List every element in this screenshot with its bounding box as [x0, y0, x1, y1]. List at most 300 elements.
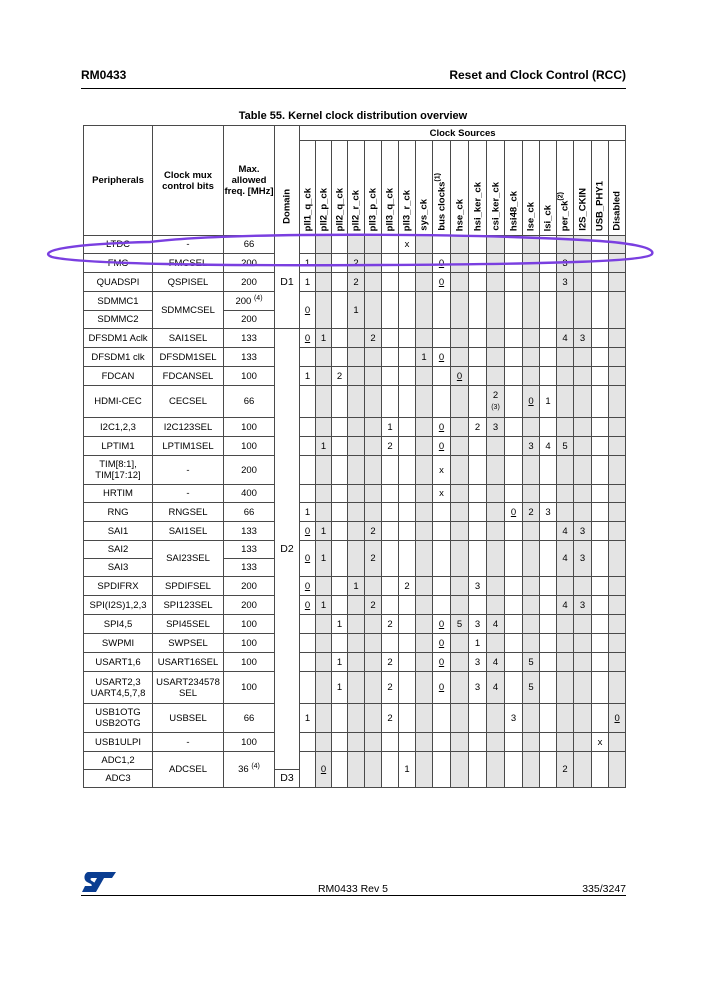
doc-id: RM0433	[81, 68, 127, 82]
cell-source-value	[487, 254, 505, 273]
table-caption: Table 55. Kernel clock distribution overview	[238, 110, 468, 122]
cell-peripheral: SPDIFRX	[84, 577, 153, 596]
cell-source-value	[316, 348, 332, 367]
cell-mux-bits: FDCANSEL	[153, 367, 224, 386]
table-row	[84, 522, 626, 541]
cell-source-value	[451, 577, 469, 596]
cell-source-value	[300, 733, 316, 752]
cell-source-value	[592, 367, 609, 386]
cell-source-value	[523, 348, 540, 367]
cell-max-freq: 200 $^{(4)}$	[224, 292, 275, 311]
cell-source-value	[609, 653, 626, 672]
cell-mux-bits: FMCSEL	[153, 254, 224, 273]
cell-source-value	[505, 236, 523, 254]
cell-source-value	[399, 522, 416, 541]
cell-source-value	[300, 437, 316, 456]
table-row	[84, 292, 626, 311]
cell-source-value	[505, 733, 523, 752]
cell-source-value	[382, 273, 399, 292]
cell-source-value	[523, 577, 540, 596]
source-header-i2s-ckin: I2S_CKIN	[574, 141, 592, 236]
cell-source-value: 0	[609, 704, 626, 733]
cell-source-value: 1	[300, 367, 316, 386]
cell-source-value	[505, 541, 523, 577]
cell-source-value	[540, 367, 557, 386]
cell-source-value	[592, 273, 609, 292]
col-header-max-freq: Max. allowed freq. [MHz]	[224, 126, 275, 236]
cell-source-value	[469, 386, 487, 418]
cell-mux-bits: QSPISEL	[153, 273, 224, 292]
cell-peripheral: SDMMC1	[84, 292, 153, 311]
cell-source-value	[609, 236, 626, 254]
cell-mux-bits: -	[153, 236, 224, 254]
cell-peripheral: FMC	[84, 254, 153, 273]
cell-source-value	[399, 367, 416, 386]
cell-source-value	[592, 386, 609, 418]
cell-source-value	[487, 236, 505, 254]
cell-source-value: 1	[348, 577, 365, 596]
cell-source-value: 0	[316, 752, 332, 788]
cell-source-value	[433, 704, 451, 733]
cell-source-value: 1	[382, 418, 399, 437]
cell-mux-bits: USART234578 SEL	[153, 672, 224, 704]
cell-source-value	[609, 254, 626, 273]
cell-source-value	[399, 634, 416, 653]
cell-source-value	[382, 329, 399, 348]
cell-source-value	[592, 752, 609, 788]
cell-source-value	[487, 577, 505, 596]
cell-source-value	[365, 752, 382, 788]
cell-source-value	[332, 596, 348, 615]
cell-peripheral: LTDC	[84, 236, 153, 254]
cell-source-value	[316, 485, 332, 503]
cell-source-value	[592, 704, 609, 733]
cell-source-value: 0	[300, 541, 316, 577]
cell-source-value	[574, 292, 592, 329]
cell-source-value: 4	[557, 522, 574, 541]
source-header-lsi-ck: lsi_ck	[540, 141, 557, 236]
cell-source-value	[574, 273, 592, 292]
cell-source-value	[382, 386, 399, 418]
cell-max-freq: 66	[224, 503, 275, 522]
footer-rule	[81, 895, 626, 896]
cell-source-value	[540, 485, 557, 503]
cell-source-value	[416, 236, 433, 254]
cell-source-value: 3	[469, 672, 487, 704]
cell-max-freq: 66	[224, 236, 275, 254]
cell-source-value	[540, 653, 557, 672]
table-row	[84, 254, 626, 273]
cell-source-value	[332, 733, 348, 752]
cell-mux-bits: SPI45SEL	[153, 615, 224, 634]
cell-source-value	[332, 634, 348, 653]
cell-source-value	[365, 733, 382, 752]
cell-source-value	[592, 485, 609, 503]
cell-source-value: 3	[540, 503, 557, 522]
cell-source-value	[332, 236, 348, 254]
cell-source-value	[433, 503, 451, 522]
cell-source-value	[316, 634, 332, 653]
cell-source-value	[316, 367, 332, 386]
cell-source-value: 1	[332, 672, 348, 704]
cell-source-value	[469, 437, 487, 456]
cell-source-value	[365, 456, 382, 485]
table-row	[84, 273, 626, 292]
cell-source-value: 2 (3)	[487, 386, 505, 418]
cell-source-value	[609, 672, 626, 704]
cell-max-freq: 100	[224, 733, 275, 752]
cell-source-value: 3	[574, 596, 592, 615]
source-header-hse-ck: hse_ck	[451, 141, 469, 236]
cell-source-value	[592, 254, 609, 273]
section-title: Reset and Clock Control (RCC)	[449, 68, 626, 82]
cell-source-value	[592, 634, 609, 653]
cell-source-value	[416, 541, 433, 577]
cell-source-value	[451, 485, 469, 503]
cell-source-value	[332, 254, 348, 273]
cell-source-value	[505, 456, 523, 485]
cell-source-value	[505, 522, 523, 541]
table-row	[84, 615, 626, 634]
cell-source-value	[300, 615, 316, 634]
cell-source-value	[332, 456, 348, 485]
cell-source-value	[487, 456, 505, 485]
cell-peripheral: SAI2	[84, 541, 153, 559]
cell-source-value	[399, 292, 416, 329]
cell-peripheral: SDMMC2	[84, 311, 153, 329]
cell-source-value	[365, 437, 382, 456]
table-row	[84, 329, 626, 348]
cell-source-value	[451, 437, 469, 456]
cell-source-value	[348, 752, 365, 788]
cell-source-value	[540, 704, 557, 733]
cell-source-value	[332, 541, 348, 577]
cell-source-value	[505, 615, 523, 634]
cell-source-value	[416, 367, 433, 386]
cell-peripheral: FDCAN	[84, 367, 153, 386]
cell-mux-bits: -	[153, 485, 224, 503]
cell-source-value	[365, 503, 382, 522]
cell-source-value	[487, 704, 505, 733]
source-header-pll2-q-ck: pll2_q_ck	[332, 141, 348, 236]
cell-source-value: 2	[382, 704, 399, 733]
cell-peripheral: SAI1	[84, 522, 153, 541]
source-header-per-ck: $per\_ck^{(2)}$	[557, 141, 574, 236]
cell-source-value	[348, 329, 365, 348]
cell-source-value	[365, 653, 382, 672]
table-row	[84, 456, 626, 485]
cell-max-freq: 36 $^{(4)}$	[224, 752, 275, 788]
cell-source-value	[540, 522, 557, 541]
cell-source-value	[416, 418, 433, 437]
cell-source-value	[574, 386, 592, 418]
cell-source-value	[505, 418, 523, 437]
cell-source-value: 1	[300, 503, 316, 522]
cell-source-value	[316, 418, 332, 437]
cell-source-value	[505, 577, 523, 596]
cell-source-value	[609, 733, 626, 752]
cell-source-value	[416, 437, 433, 456]
cell-source-value: 1	[300, 254, 316, 273]
cell-source-value	[523, 733, 540, 752]
cell-source-value	[592, 541, 609, 577]
cell-source-value	[523, 615, 540, 634]
cell-source-value	[609, 329, 626, 348]
cell-source-value	[523, 596, 540, 615]
cell-source-value	[416, 386, 433, 418]
cell-source-value	[433, 577, 451, 596]
cell-mux-bits: ADCSEL	[153, 752, 224, 788]
cell-source-value	[332, 522, 348, 541]
cell-source-value	[399, 704, 416, 733]
cell-source-value: 1	[316, 596, 332, 615]
cell-source-value: 0	[433, 634, 451, 653]
table-row	[84, 634, 626, 653]
cell-source-value	[557, 456, 574, 485]
cell-peripheral: USB1ULPI	[84, 733, 153, 752]
cell-source-value	[487, 634, 505, 653]
cell-source-value: 0	[300, 292, 316, 329]
cell-source-value	[505, 348, 523, 367]
table-row	[84, 418, 626, 437]
cell-source-value	[609, 386, 626, 418]
cell-max-freq: 100	[224, 615, 275, 634]
cell-source-value	[469, 348, 487, 367]
cell-source-value	[557, 348, 574, 367]
cell-source-value: 0	[433, 672, 451, 704]
cell-source-value: 0	[505, 503, 523, 522]
cell-source-value	[487, 522, 505, 541]
cell-source-value	[469, 522, 487, 541]
header-rule	[81, 88, 626, 89]
cell-source-value: 5	[451, 615, 469, 634]
table-row	[84, 752, 626, 770]
cell-source-value	[451, 672, 469, 704]
cell-peripheral: HDMI-CEC	[84, 386, 153, 418]
table-row	[84, 437, 626, 456]
cell-source-value	[487, 292, 505, 329]
cell-peripheral: USART2,3 UART4,5,7,8	[84, 672, 153, 704]
cell-source-value	[487, 485, 505, 503]
cell-source-value	[316, 386, 332, 418]
table-row	[84, 236, 626, 254]
cell-mux-bits: SPI123SEL	[153, 596, 224, 615]
cell-source-value	[592, 503, 609, 522]
cell-source-value: 2	[382, 653, 399, 672]
cell-source-value: 1	[399, 752, 416, 788]
cell-max-freq: 133	[224, 541, 275, 559]
cell-source-value	[574, 752, 592, 788]
cell-source-value	[451, 273, 469, 292]
cell-source-value: 1	[316, 522, 332, 541]
cell-source-value: 2	[382, 672, 399, 704]
cell-source-value: 2	[365, 522, 382, 541]
cell-source-value	[609, 596, 626, 615]
cell-source-value	[416, 615, 433, 634]
cell-source-value	[523, 292, 540, 329]
cell-source-value: 1	[469, 634, 487, 653]
cell-source-value	[300, 456, 316, 485]
cell-source-value	[416, 254, 433, 273]
cell-source-value: x	[399, 236, 416, 254]
cell-source-value	[557, 653, 574, 672]
cell-source-value	[451, 329, 469, 348]
cell-source-value	[487, 596, 505, 615]
cell-max-freq: 200	[224, 596, 275, 615]
table-row	[84, 653, 626, 672]
table-row	[84, 503, 626, 522]
cell-source-value	[332, 437, 348, 456]
cell-source-value: 2	[348, 273, 365, 292]
cell-source-value	[505, 386, 523, 418]
cell-source-value	[523, 541, 540, 577]
cell-mux-bits: CECSEL	[153, 386, 224, 418]
cell-max-freq: 100	[224, 367, 275, 386]
cell-source-value	[332, 386, 348, 418]
cell-source-value	[316, 733, 332, 752]
cell-source-value	[348, 541, 365, 577]
cell-source-value	[451, 254, 469, 273]
cell-max-freq: 100	[224, 653, 275, 672]
cell-source-value	[382, 577, 399, 596]
cell-source-value	[592, 615, 609, 634]
cell-source-value	[433, 733, 451, 752]
cell-source-value	[523, 485, 540, 503]
cell-source-value	[505, 596, 523, 615]
cell-source-value: 0	[451, 367, 469, 386]
cell-source-value	[416, 596, 433, 615]
cell-mux-bits: RNGSEL	[153, 503, 224, 522]
cell-max-freq: 200	[224, 311, 275, 329]
cell-source-value	[348, 236, 365, 254]
cell-source-value	[609, 541, 626, 577]
cell-source-value	[451, 733, 469, 752]
cell-source-value	[416, 577, 433, 596]
cell-source-value	[487, 348, 505, 367]
cell-source-value	[540, 615, 557, 634]
table-row	[84, 541, 626, 559]
cell-source-value: 5	[523, 653, 540, 672]
cell-source-value	[348, 634, 365, 653]
cell-source-value	[365, 254, 382, 273]
cell-source-value: 0	[433, 254, 451, 273]
cell-max-freq: 66	[224, 386, 275, 418]
cell-source-value	[540, 273, 557, 292]
cell-source-value	[505, 672, 523, 704]
cell-source-value	[451, 704, 469, 733]
cell-source-value	[557, 733, 574, 752]
cell-source-value: 1	[300, 704, 316, 733]
cell-source-value	[348, 367, 365, 386]
source-header-csi-ker-ck: csi_ker_ck	[487, 141, 505, 236]
cell-source-value	[300, 485, 316, 503]
cell-source-value	[416, 752, 433, 788]
cell-source-value	[332, 418, 348, 437]
cell-max-freq: 133	[224, 348, 275, 367]
cell-source-value	[609, 273, 626, 292]
cell-source-value	[332, 503, 348, 522]
cell-source-value: x	[433, 485, 451, 503]
cell-source-value: 3	[523, 437, 540, 456]
cell-source-value	[574, 733, 592, 752]
cell-source-value	[505, 485, 523, 503]
cell-source-value: 0	[433, 437, 451, 456]
cell-source-value: 4	[487, 653, 505, 672]
cell-source-value	[540, 672, 557, 704]
cell-source-value	[348, 437, 365, 456]
cell-source-value	[469, 503, 487, 522]
cell-source-value	[540, 752, 557, 788]
cell-source-value	[540, 733, 557, 752]
cell-source-value: 2	[557, 752, 574, 788]
cell-peripheral: DFSDM1 Aclk	[84, 329, 153, 348]
source-header-sys-ck: sys_ck	[416, 141, 433, 236]
cell-source-value: 2	[523, 503, 540, 522]
cell-source-value	[433, 236, 451, 254]
cell-source-value	[416, 503, 433, 522]
cell-max-freq: 100	[224, 672, 275, 704]
cell-source-value	[300, 653, 316, 672]
cell-source-value	[416, 672, 433, 704]
cell-source-value	[469, 273, 487, 292]
cell-source-value: 2	[365, 541, 382, 577]
cell-source-value	[332, 485, 348, 503]
cell-source-value	[416, 273, 433, 292]
cell-peripheral: SPI(I2S)1,2,3	[84, 596, 153, 615]
cell-max-freq: 200	[224, 254, 275, 273]
cell-source-value	[469, 292, 487, 329]
cell-source-value	[592, 418, 609, 437]
cell-peripheral: ADC3	[84, 770, 153, 788]
cell-source-value	[399, 437, 416, 456]
cell-source-value	[300, 386, 316, 418]
table-row	[84, 577, 626, 596]
cell-source-value	[316, 236, 332, 254]
cell-source-value	[348, 653, 365, 672]
cell-source-value	[416, 456, 433, 485]
cell-source-value	[574, 437, 592, 456]
cell-source-value: 4	[557, 596, 574, 615]
cell-source-value	[557, 367, 574, 386]
cell-domain: D3	[275, 770, 300, 788]
cell-source-value	[557, 672, 574, 704]
cell-source-value: 5	[523, 672, 540, 704]
source-header-pll3-r-ck: pll3_r_ck	[399, 141, 416, 236]
cell-source-value	[609, 367, 626, 386]
cell-source-value	[433, 329, 451, 348]
source-header-hsi48-ck: hsi48_ck	[505, 141, 523, 236]
cell-source-value	[574, 254, 592, 273]
cell-source-value	[609, 437, 626, 456]
cell-source-value	[523, 752, 540, 788]
cell-source-value: 3	[557, 273, 574, 292]
cell-max-freq: 200	[224, 273, 275, 292]
cell-source-value	[316, 254, 332, 273]
cell-source-value	[332, 273, 348, 292]
kernel-clock-table	[83, 125, 626, 788]
cell-source-value	[365, 634, 382, 653]
cell-peripheral: I2C1,2,3	[84, 418, 153, 437]
cell-source-value	[300, 236, 316, 254]
cell-source-value: 2	[382, 437, 399, 456]
cell-source-value	[399, 672, 416, 704]
cell-source-value	[382, 596, 399, 615]
cell-domain: D1	[275, 236, 300, 329]
cell-source-value: 3	[469, 653, 487, 672]
cell-source-value	[300, 752, 316, 788]
cell-source-value	[523, 329, 540, 348]
cell-source-value	[451, 541, 469, 577]
